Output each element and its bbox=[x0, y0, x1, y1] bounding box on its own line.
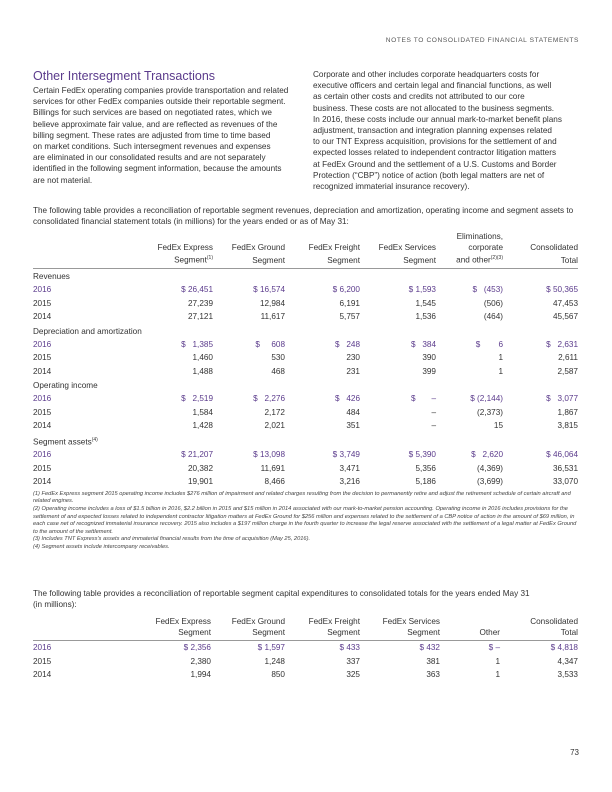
column-header-line: FedEx Express bbox=[157, 242, 213, 252]
column-header-text: Segment bbox=[403, 255, 436, 265]
table-cell: 4,347 bbox=[557, 656, 578, 666]
section-row bbox=[33, 378, 578, 392]
column-header-line: FedEx Freight bbox=[308, 617, 360, 626]
text-line: Protection (“CBP”) notice of action (both legal matters are net of bbox=[313, 170, 545, 180]
text-line: The following table provides a reconciliation of reportable segment capital expenditures to consolidated totals for the years ended May 31 bbox=[33, 589, 530, 598]
table-cell: (506) bbox=[483, 298, 503, 308]
table-cell: 27,121 bbox=[187, 312, 213, 322]
section-row bbox=[33, 433, 578, 449]
table-cell: $ 13,098 bbox=[253, 450, 285, 460]
column-header-line: FedEx Services bbox=[382, 617, 440, 626]
section-label-text: Depreciation and amortization bbox=[33, 326, 142, 336]
section-label bbox=[33, 269, 578, 284]
table-cell: 1 bbox=[498, 366, 503, 376]
column-header-line: Consolidated bbox=[530, 617, 578, 626]
table-cell: 2,021 bbox=[264, 421, 285, 431]
table-row bbox=[33, 668, 578, 682]
table-cell: 5,356 bbox=[415, 463, 436, 473]
table-cell: $ 426 bbox=[334, 394, 360, 404]
table-cell: $ 46,064 bbox=[546, 450, 578, 460]
text-line: at FedEx Ground and the settlement of a U.S. Customs and Border bbox=[313, 159, 557, 169]
table-cell: 47,453 bbox=[552, 298, 578, 308]
table-cell: 3,815 bbox=[557, 421, 578, 431]
text-line: identified in the following segment information, because the amounts bbox=[33, 164, 282, 174]
table-cell: 2,611 bbox=[558, 353, 578, 363]
table-cell: 33,070 bbox=[552, 477, 578, 487]
table-cell: 11,691 bbox=[260, 463, 285, 473]
column-header-text: Segment bbox=[327, 255, 360, 265]
table-cell: $ 1,597 bbox=[257, 643, 285, 652]
table-cell: $ 432 bbox=[419, 643, 440, 652]
table-cell: $ 6,200 bbox=[332, 285, 360, 295]
row-year: 2015 bbox=[33, 656, 52, 666]
table-cell: – bbox=[431, 407, 436, 417]
table-cell: 3,216 bbox=[339, 477, 360, 487]
table-cell: 399 bbox=[422, 366, 436, 376]
table-row bbox=[33, 310, 578, 324]
intersegment-left-column bbox=[33, 85, 303, 186]
column-header-line: Eliminations, bbox=[456, 232, 503, 241]
corporate-right-column bbox=[313, 69, 575, 192]
column-header-line: Segment bbox=[178, 627, 211, 637]
row-year: 2015 bbox=[33, 353, 52, 363]
text-line: The following table provides a reconciliation of reportable segment revenues, depreciation and amortization, operating income and segment assets to bbox=[33, 206, 574, 215]
section-label bbox=[33, 378, 578, 392]
table-cell: $ 1,593 bbox=[408, 285, 436, 295]
column-header-text: Segment bbox=[174, 255, 207, 265]
table-row bbox=[33, 419, 578, 433]
text-line: recognized immaterial insurance recovery). bbox=[313, 182, 470, 192]
table-cell: (464) bbox=[483, 312, 503, 322]
table-cell: 1,536 bbox=[415, 312, 436, 322]
section-label-text: Revenues bbox=[33, 272, 70, 282]
table-cell: $ 384 bbox=[410, 339, 436, 349]
column-header-line: Segment bbox=[252, 627, 285, 637]
table-cell: 2,172 bbox=[264, 407, 285, 417]
table-cell: 1,545 bbox=[415, 298, 436, 308]
table-cell: 2,587 bbox=[557, 366, 578, 376]
table1-intro bbox=[33, 205, 578, 227]
footnote: (4) Segment assets include intercompany receivables. bbox=[33, 544, 170, 551]
column-header-line: Consolidated bbox=[530, 242, 578, 252]
text-line: business. These costs are not allocated to the business segments. bbox=[313, 103, 555, 113]
table-row bbox=[33, 655, 578, 669]
row-year: 2014 bbox=[33, 312, 52, 322]
table-cell: 363 bbox=[426, 670, 440, 679]
table2-intro bbox=[33, 588, 578, 610]
table-cell: $ 248 bbox=[334, 339, 360, 349]
table-cell: 1 bbox=[495, 670, 500, 679]
column-header-text: and other bbox=[456, 255, 491, 265]
text-line: are not material. bbox=[33, 175, 93, 185]
column-header-line bbox=[436, 253, 503, 269]
section-row bbox=[33, 269, 578, 284]
table-cell: 12,984 bbox=[259, 298, 285, 308]
text-line: In 2016, these costs include our annual mark-to-market benefit plans bbox=[313, 114, 562, 124]
column-header-line: Other bbox=[479, 627, 500, 637]
table-cell: $ 2,519 bbox=[181, 394, 213, 404]
text-line: Certain FedEx operating companies provide transportation and related bbox=[33, 86, 289, 95]
segment-reconciliation-table bbox=[33, 232, 578, 489]
table-cell: $ 2,276 bbox=[253, 394, 285, 404]
table-cell: $ 2,356 bbox=[183, 643, 211, 652]
section-label bbox=[33, 324, 578, 338]
table-row bbox=[33, 297, 578, 311]
table-cell: 484 bbox=[346, 407, 360, 417]
row-year: 2016 bbox=[33, 285, 52, 295]
table-cell: 381 bbox=[426, 656, 440, 666]
table-cell: – bbox=[431, 421, 436, 431]
section-row bbox=[33, 324, 578, 338]
row-year: 2014 bbox=[33, 366, 52, 376]
text-line: (in millions): bbox=[33, 600, 77, 609]
table-cell: 337 bbox=[346, 656, 360, 666]
footnote-marker: (4) bbox=[91, 436, 98, 443]
table-row bbox=[33, 462, 578, 476]
table-cell: $ 433 bbox=[339, 643, 360, 652]
column-header-line: FedEx Freight bbox=[308, 242, 360, 252]
table-cell: 3,533 bbox=[557, 670, 578, 679]
table-cell: 1,584 bbox=[192, 407, 213, 417]
table-row bbox=[33, 365, 578, 379]
table-cell: $ 2,620 bbox=[471, 450, 503, 460]
row-year: 2015 bbox=[33, 407, 52, 417]
section-label-text: Operating income bbox=[33, 381, 98, 391]
table-cell: 351 bbox=[346, 421, 360, 431]
column-header-line bbox=[213, 253, 285, 269]
table-cell: (3,699) bbox=[477, 477, 503, 487]
row-year: 2016 bbox=[33, 394, 52, 404]
table-cell: $ 26,451 bbox=[181, 285, 213, 295]
row-year: 2016 bbox=[33, 450, 52, 460]
table-cell: 1,867 bbox=[557, 407, 578, 417]
column-header-line bbox=[503, 253, 578, 269]
text-line: believe approximate fair value, and are reflected as revenues of the bbox=[33, 119, 278, 129]
text-line: billing segment. These rates are adjusted from time to time based bbox=[33, 130, 271, 140]
text-line: executive officers and certain legal and financial functions, as well bbox=[313, 81, 552, 91]
table-cell: 1,994 bbox=[190, 670, 211, 679]
column-header-text: Segment bbox=[252, 255, 285, 265]
table-row bbox=[33, 448, 578, 462]
column-header-line: FedEx Ground bbox=[231, 617, 285, 626]
table-cell: $ 608 bbox=[255, 339, 285, 349]
table-row bbox=[33, 406, 578, 420]
row-year: 2014 bbox=[33, 477, 52, 487]
table-cell: 20,382 bbox=[187, 463, 213, 473]
row-year: 2016 bbox=[33, 339, 52, 349]
table-cell: $ – bbox=[410, 394, 436, 404]
text-line: consolidated financial statement totals (in millions) for the years ended or as of May 31: bbox=[33, 217, 349, 226]
column-header-line: Segment bbox=[407, 627, 440, 637]
table-row bbox=[33, 283, 578, 297]
text-line: to our TNT Express acquisition, provisions for the settlement of and bbox=[313, 137, 557, 147]
section-header: NOTES TO CONSOLIDATED FINANCIAL STATEMENTS bbox=[385, 37, 579, 44]
table-cell: 15 bbox=[493, 421, 503, 431]
table-cell: 2,380 bbox=[190, 656, 211, 666]
table-cell: 1,248 bbox=[264, 656, 285, 666]
column-header-line: FedEx Services bbox=[378, 242, 436, 252]
footnote-marker: (2)(3) bbox=[490, 255, 503, 261]
table-cell: (4,369) bbox=[477, 463, 503, 473]
page-number: 73 bbox=[570, 748, 579, 757]
text-line: as certain other costs and credits not attributed to our core bbox=[313, 92, 525, 102]
table-cell: 3,471 bbox=[339, 463, 360, 473]
table-row bbox=[33, 351, 578, 365]
row-year: 2014 bbox=[33, 421, 52, 431]
table-cell: $ (2,144) bbox=[470, 394, 503, 404]
column-header-line bbox=[360, 253, 436, 269]
text-line: Corporate and other includes corporate headquarters costs for bbox=[313, 70, 540, 79]
table-cell: 1,428 bbox=[192, 421, 213, 431]
row-year: 2015 bbox=[33, 463, 52, 473]
table-cell: $ – bbox=[488, 643, 500, 652]
column-header-text: Total bbox=[560, 255, 578, 265]
table-cell: 6,191 bbox=[339, 298, 360, 308]
column-header-line: FedEx Ground bbox=[231, 242, 285, 252]
text-line: are eliminated in our consolidated results and are not separately bbox=[33, 153, 266, 163]
table-cell: $ 1,385 bbox=[181, 339, 213, 349]
text-line: services for other FedEx companies outside their reportable segment. bbox=[33, 97, 286, 107]
column-header-line: Segment bbox=[327, 627, 360, 637]
row-year: 2015 bbox=[33, 298, 52, 308]
table-cell: 231 bbox=[346, 366, 360, 376]
table-cell: $ 6 bbox=[475, 339, 503, 349]
table-cell: 11,617 bbox=[260, 312, 285, 322]
table-cell: $ (453) bbox=[472, 285, 503, 295]
text-line: expected losses related to independent contractor litigation matters bbox=[313, 148, 557, 158]
table-cell: 230 bbox=[346, 353, 360, 363]
table-cell: $ 4,818 bbox=[550, 643, 578, 652]
table-row bbox=[33, 392, 578, 406]
table1-footnotes bbox=[33, 491, 578, 552]
table-cell: 45,567 bbox=[552, 312, 578, 322]
table-row bbox=[33, 475, 578, 489]
footnote-marker: (1) bbox=[206, 255, 213, 261]
column-header-line bbox=[440, 617, 500, 628]
column-header-line bbox=[285, 253, 360, 269]
table-cell: 36,531 bbox=[552, 463, 578, 473]
table-cell: 19,901 bbox=[187, 477, 213, 487]
table-row bbox=[33, 641, 578, 655]
capital-expenditures-table bbox=[33, 617, 578, 682]
table-cell: $ 5,390 bbox=[408, 450, 436, 460]
table-cell: $ 2,631 bbox=[546, 339, 578, 349]
column-header-line: FedEx Express bbox=[155, 617, 211, 626]
table-cell: 1,460 bbox=[192, 353, 213, 363]
table-cell: $ 50,365 bbox=[546, 285, 578, 295]
table-cell: 325 bbox=[346, 670, 360, 679]
table-cell: 390 bbox=[422, 353, 436, 363]
table-cell: 530 bbox=[271, 353, 285, 363]
row-year: 2016 bbox=[33, 643, 52, 652]
section-label-text: Segment assets bbox=[33, 437, 92, 447]
column-header-line: corporate bbox=[468, 242, 503, 252]
footnote: (2) Operating income includes a loss of $1.5 billion in 2016, $2.2 billion in 2015 and $15 million in 2014 associated with our mark-to-market pension accounting. Operating income in 2016 includes provisions for the settlement of and expected losses related to independent contractor litigation matters at FedEx Ground for $256 million and expenses related to the settlement of a CBP notice of action in the amount of $69 million, in each case net of recognized immaterial insurance recovery. 2015 also includes a $197 million charge in the fourth quarter to increase the legal reserve associated with the settlement of a legal matter at FedEx Ground to the amount of the settlement. bbox=[33, 506, 577, 535]
table-cell: 850 bbox=[271, 670, 285, 679]
table-cell: 8,466 bbox=[264, 477, 285, 487]
table-cell: 5,757 bbox=[339, 312, 360, 322]
table-cell: $ 16,574 bbox=[253, 285, 285, 295]
table-cell: 5,186 bbox=[415, 477, 436, 487]
table-cell: 1,488 bbox=[192, 366, 213, 376]
table-cell: 1 bbox=[498, 353, 503, 363]
section-label bbox=[33, 433, 578, 449]
section-title: Other Intersegment Transactions bbox=[33, 69, 216, 83]
footnote: (3) Includes TNT Express's assets and immaterial financial results from the time of acquisition (May 25, 2016). bbox=[33, 536, 311, 543]
column-header-line bbox=[123, 253, 213, 269]
table-cell: 1 bbox=[495, 656, 500, 666]
column-header-line: Total bbox=[560, 627, 578, 637]
table-cell: $ 3,077 bbox=[546, 394, 578, 404]
table-cell: 468 bbox=[271, 366, 285, 376]
text-line: on market conditions. Such intersegment revenues and expenses bbox=[33, 142, 271, 152]
table-row bbox=[33, 338, 578, 352]
row-year: 2014 bbox=[33, 670, 52, 679]
table-cell: $ 21,207 bbox=[181, 450, 213, 460]
table-cell: 27,239 bbox=[187, 298, 213, 308]
table-cell: (2,373) bbox=[477, 407, 503, 417]
text-line: Billings for such services are based on negotiated rates, which we bbox=[33, 108, 272, 118]
table-cell: $ 3,749 bbox=[332, 450, 360, 460]
footnote: (1) FedEx Express segment 2015 operating income includes $276 million of impairment and related charges resulting from the decision to permanently retire and adjust the retirement schedule of certain aircraft and related engines. bbox=[33, 491, 571, 505]
text-line: adjustment, transaction and integration planning expenses related bbox=[313, 126, 552, 136]
